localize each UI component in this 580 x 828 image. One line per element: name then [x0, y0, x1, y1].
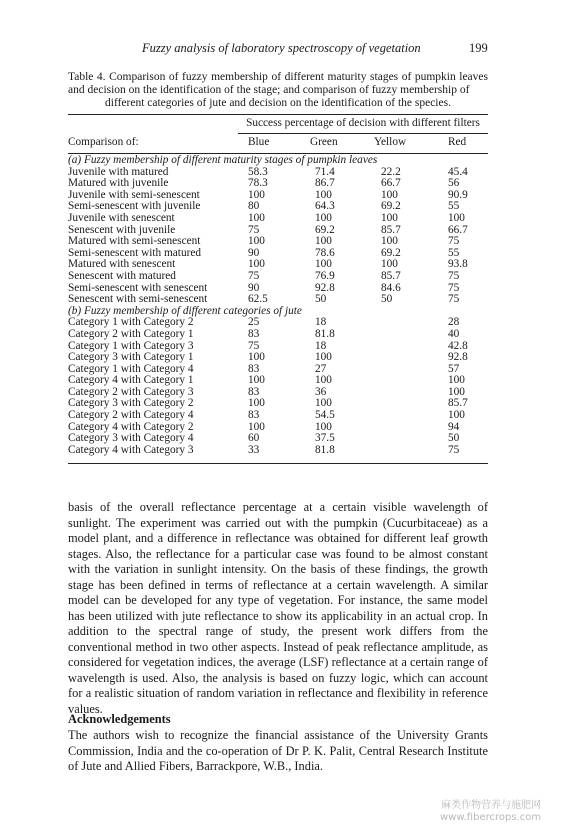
- blue-value: 75: [248, 223, 260, 236]
- blue-value: 75: [248, 339, 260, 352]
- page-number: 199: [469, 41, 488, 55]
- table-row: [68, 236, 488, 248]
- red-value: 100: [448, 385, 465, 398]
- green-value: 69.2: [315, 223, 335, 236]
- red-value: 66.7: [448, 223, 468, 236]
- row-label: Category 1 with Category 4: [68, 362, 194, 375]
- green-value: 100: [315, 211, 332, 224]
- blue-value: 83: [248, 362, 260, 375]
- column-header-yellow: Yellow: [374, 136, 407, 148]
- red-value: 93.8: [448, 258, 468, 271]
- row-label: Juvenile with matured: [68, 165, 169, 178]
- red-value: 50: [448, 432, 460, 445]
- row-label: Juvenile with senescent: [68, 211, 175, 224]
- green-value: 54.5: [315, 409, 335, 422]
- yellow-value: 22.2: [381, 165, 401, 178]
- table-section-title: (a) Fuzzy membership of different maturity stages of pumpkin leaves: [68, 154, 378, 166]
- table-row: [68, 294, 488, 306]
- row-label: Category 3 with Category 4: [68, 432, 194, 445]
- green-value: 86.7: [315, 177, 335, 190]
- table-row: [68, 352, 488, 364]
- green-value: 36: [315, 385, 327, 398]
- row-label: Category 2 with Category 1: [68, 327, 194, 340]
- watermark-line-2: www.fibercrops.com: [440, 812, 542, 823]
- row-label: Category 3 with Category 2: [68, 397, 194, 410]
- blue-value: 100: [248, 351, 265, 364]
- blue-value: 100: [248, 235, 265, 248]
- yellow-value: 100: [381, 258, 398, 271]
- blue-value: 83: [248, 327, 260, 340]
- body-paragraph: basis of the overall reflectance percentage at a certain visible wavelength of sunlight. The experiment was carried out with the pumpkin (Cucurbitaceae) as a model plant, and a difference in reflectance was obtained for different leaf growth stages. Also, the reflectance for a particular case was found to be almost constant with the variation in sunlight intensity. On the basis of these findings, the growth stage has been defined in terms of reflectance at a certain wavelength. A similar model can be developed for any type of vegetation. For instance, the same model has been utilized with jute reflectance to show its applicability in an actual crop. In addition to the spectral range of study, the present work differs from the conventional method in two other aspects. Instead of peak reflectance amplitude, as considered for vegetation indices, the average (LSF) reflectance at a certain range of wavelength is used. Also, the analysis is based on fuzzy logic, which can account for a realistic situation of random variation in reflectance and flexibility in reference values.: [68, 500, 488, 716]
- red-value: 40: [448, 327, 460, 340]
- red-value: 85.7: [448, 397, 468, 410]
- green-value: 27: [315, 362, 327, 375]
- green-value: 81.8: [315, 327, 335, 340]
- table-section-title: (b) Fuzzy membership of different categories of jute: [68, 304, 302, 317]
- red-value: 55: [448, 200, 460, 213]
- column-header-comparison: Comparison of:: [68, 136, 139, 148]
- column-header-red: Red: [448, 136, 467, 148]
- row-label: Category 1 with Category 3: [68, 339, 194, 352]
- red-value: 75: [448, 293, 460, 306]
- acknowledgements-heading: Acknowledgements: [68, 712, 171, 726]
- blue-value: 100: [248, 188, 265, 201]
- green-value: 78.6: [315, 246, 335, 259]
- green-value: 100: [315, 351, 332, 364]
- green-value: 64.3: [315, 200, 335, 213]
- running-title: Fuzzy analysis of laboratory spectroscopy of vegetation: [142, 41, 421, 55]
- column-header-green: Green: [310, 136, 338, 148]
- yellow-value: 69.2: [381, 246, 401, 259]
- blue-value: 90: [248, 246, 260, 259]
- row-label: Category 1 with Category 2: [68, 316, 194, 329]
- row-label: Matured with senescent: [68, 258, 176, 271]
- table-row: [68, 271, 488, 283]
- column-spanner: Success percentage of decision with different filters: [246, 117, 480, 129]
- blue-value: 90: [248, 281, 260, 294]
- blue-value: 100: [248, 258, 265, 271]
- green-value: 100: [315, 235, 332, 248]
- yellow-value: 100: [381, 211, 398, 224]
- table-caption: [68, 71, 488, 110]
- watermark: [440, 800, 541, 824]
- table-top-rule: [68, 114, 488, 115]
- yellow-value: 50: [381, 293, 393, 306]
- red-value: 75: [448, 235, 460, 248]
- table-bottom-rule: [68, 463, 488, 464]
- yellow-value: 100: [381, 235, 398, 248]
- green-value: 92.8: [315, 281, 335, 294]
- blue-value: 100: [248, 374, 265, 387]
- blue-value: 78.3: [248, 177, 268, 190]
- red-value: 94: [448, 420, 460, 433]
- row-label: Senescent with juvenile: [68, 223, 176, 236]
- yellow-value: 84.6: [381, 281, 401, 294]
- green-value: 100: [315, 397, 332, 410]
- red-value: 92.8: [448, 351, 468, 364]
- red-value: 55: [448, 246, 460, 259]
- red-value: 100: [448, 409, 465, 422]
- blue-value: 100: [248, 211, 265, 224]
- yellow-value: 85.7: [381, 223, 401, 236]
- table-caption-text: Table 4. Comparison of fuzzy membership of different maturity stages of pumpkin leaves and decision on the identification of the stage; and comparison of fuzzy membership of: [68, 71, 488, 96]
- green-value: 81.8: [315, 443, 335, 456]
- red-value: 28: [448, 316, 460, 329]
- row-label: Semi-senescent with senescent: [68, 281, 208, 294]
- row-label: Category 4 with Category 2: [68, 420, 194, 433]
- green-value: 100: [315, 374, 332, 387]
- page-header: [0, 41, 580, 59]
- table-row: [68, 445, 488, 457]
- row-label: Category 4 with Category 1: [68, 374, 194, 387]
- red-value: 45.4: [448, 165, 468, 178]
- acknowledgements-text: The authors wish to recognize the financial assistance of the University Grants Commission, India and the co-operation of Dr P. K. Palit, Central Research Institute of Jute and Allied Fibers, Barrackpore, W.B., India.: [68, 728, 488, 773]
- yellow-value: 85.7: [381, 269, 401, 282]
- column-header-blue: Blue: [248, 136, 270, 148]
- watermark-line-1: 麻类作物营养与施肥网: [441, 800, 542, 811]
- red-value: 57: [448, 362, 460, 375]
- blue-value: 83: [248, 385, 260, 398]
- green-value: 100: [315, 258, 332, 271]
- table-caption-last-line: different categories of jute and decision on the identification of the species.: [105, 97, 451, 109]
- red-value: 90.9: [448, 188, 468, 201]
- red-value: 100: [448, 374, 465, 387]
- blue-value: 25: [248, 316, 260, 329]
- red-value: 56: [448, 177, 460, 190]
- row-label: Category 4 with Category 3: [68, 443, 194, 456]
- blue-value: 75: [248, 269, 260, 282]
- row-label: Category 2 with Category 3: [68, 385, 194, 398]
- blue-value: 83: [248, 409, 260, 422]
- row-label: Senescent with matured: [68, 269, 176, 282]
- red-value: 42.8: [448, 339, 468, 352]
- red-value: 100: [448, 211, 465, 224]
- table-body: [68, 155, 488, 456]
- red-value: 75: [448, 281, 460, 294]
- yellow-value: 66.7: [381, 177, 401, 190]
- row-label: Juvenile with semi-senescent: [68, 188, 200, 201]
- blue-value: 60: [248, 432, 260, 445]
- blue-value: 58.3: [248, 165, 268, 178]
- green-value: 71.4: [315, 165, 335, 178]
- yellow-value: 69.2: [381, 200, 401, 213]
- green-value: 18: [315, 339, 327, 352]
- red-value: 75: [448, 443, 460, 456]
- green-value: 76.9: [315, 269, 335, 282]
- blue-value: 80: [248, 200, 260, 213]
- blue-value: 100: [248, 420, 265, 433]
- table-row: [68, 410, 488, 422]
- green-value: 100: [315, 188, 332, 201]
- yellow-value: 100: [381, 188, 398, 201]
- row-label: Matured with semi-senescent: [68, 235, 201, 248]
- blue-value: 33: [248, 443, 260, 456]
- green-value: 50: [315, 293, 327, 306]
- table-row: [68, 329, 488, 341]
- row-label: Semi-senescent with matured: [68, 246, 202, 259]
- green-value: 37.5: [315, 432, 335, 445]
- row-label: Category 3 with Category 1: [68, 351, 194, 364]
- green-value: 18: [315, 316, 327, 329]
- spanner-rule: [238, 133, 488, 134]
- blue-value: 62.5: [248, 293, 268, 306]
- blue-value: 100: [248, 397, 265, 410]
- table-row: [68, 213, 488, 225]
- row-label: Senescent with semi-senescent: [68, 293, 208, 306]
- row-label: Category 2 with Category 4: [68, 409, 194, 422]
- row-label: Matured with juvenile: [68, 177, 169, 190]
- green-value: 100: [315, 420, 332, 433]
- row-label: Semi-senescent with juvenile: [68, 200, 201, 213]
- red-value: 75: [448, 269, 460, 282]
